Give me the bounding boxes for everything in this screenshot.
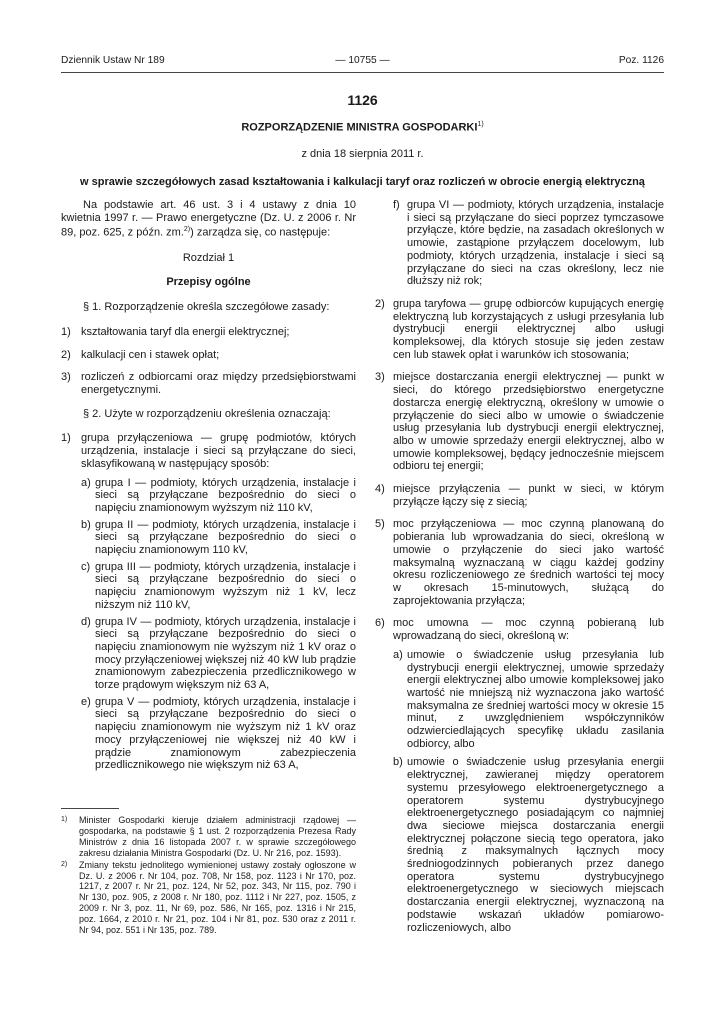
footnote-ref-1: 1)	[477, 121, 484, 128]
group-item	[81, 519, 356, 557]
group-list-continued	[393, 199, 664, 288]
chapter-title: Przepisy ogólne	[166, 276, 251, 289]
definition-text: moc umowna — moc czynną pobieraną lub wprowadzaną do sieci, określoną w:	[393, 617, 664, 643]
position-number: Poz. 1126	[618, 55, 664, 66]
definition-item	[375, 483, 664, 508]
footnote-ref-2: 2)	[183, 226, 191, 234]
subitem	[393, 649, 664, 751]
definition-item	[61, 432, 356, 470]
footnote-text: Minister Gospodarki kieruje działem administracji rządowej — gospodarka, na podstawie § 1 ust. 2 rozporządzenia Prezesa Rady Ministrów z dnia 16 listopada 2007 r. w sprawie szczegółowego zakresu działania Ministra Gospodarki (Dz. U. Nr 216, poz. 1593).	[79, 815, 356, 858]
group-label: f)	[393, 199, 400, 211]
definition-label: 5)	[375, 518, 385, 531]
group-list	[81, 477, 356, 772]
definition-text: grupa taryfowa — grupę odbiorców kupujących energię elektryczną lub korzystających z usługi przesyłania lub dystrybucji energii elektrycznej albo usługi kompleksowej, dla których stosuje się jeden zestaw cen lub stawek opłat i warunków ich stosowania;	[393, 297, 664, 361]
act-title-text: ROZPORZĄDZENIE MINISTRA GOSPODARKI	[241, 121, 478, 134]
group-text: grupa II — podmioty, których urządzenia, instalacje i sieci są przyłączane bezpośrednio do sieci o napięciu znamionowym 110 kV,	[95, 518, 356, 557]
definition-item	[375, 617, 664, 642]
group-item	[81, 696, 356, 772]
act-title	[0, 121, 725, 134]
subitem-label: a)	[393, 648, 403, 661]
act-subject: w sprawie szczegółowych zasad kształtowania i kalkulacji taryf oraz rozliczeń w obrocie energią elektryczną	[80, 176, 645, 188]
list-item-text: rozliczeń z odbiorcami oraz między przedsiębiorstwami energetycznymi.	[81, 371, 356, 396]
preamble	[61, 199, 356, 240]
subitem-text: umowie o świadczenie usług przesyłania lub dystrybucji energii elektrycznej, umowie sprzedaży energii elektrycznej albo umowie kompleksowej jako wartość nie mniejszą niż wyznaczona jako wartość maksymalna ze średniej wartości mocy w okresie 15 minut, z uwzględnieniem współczynników odzwierciedlających specyfikę układu zasilania odbiorcy, albo	[407, 648, 664, 750]
paragraph-2: § 2. Użyte w rozporządzeniu określenia oznaczają:	[83, 407, 331, 420]
subitem-label: b)	[393, 756, 403, 769]
group-label: c)	[81, 560, 91, 573]
definition-label: 3)	[375, 371, 385, 384]
footnote-text: Zmiany tekstu jednolitego wymienionej ustawy zostały ogłoszone w Dz. U. z 2006 r. Nr 104, poz. 708, Nr 158, poz. 1123 i Nr 170, poz. 1217, z 2007 r. Nr 21, poz. 124, Nr 52, poz. 343, Nr 115, poz. 790 i Nr 130, poz. 905, z 2008 r. Nr 180, poz. 1112 i Nr 227, poz. 1505, z 2009 r. Nr 3, poz. 11, Nr 69, poz. 586, Nr 165, poz. 1316 i Nr 215, poz. 1664, z 2010 r. Nr 21, poz. 104 i Nr 81, poz. 530 oraz z 2011 r. Nr 94, poz. 551 i Nr 135, poz. 789.	[79, 859, 356, 936]
definition-label: 1)	[61, 432, 71, 445]
footnote	[61, 815, 356, 859]
footnote-divider	[61, 808, 119, 809]
header-divider	[61, 72, 664, 73]
group-label: d)	[81, 615, 91, 628]
preamble-part-a: Na podstawie art. 46 ust. 3 i 4 ustawy z dnia 10 kwietnia 1997 r. — Prawo energetyczne (Dz. U. z 2006 r. Nr 89, poz. 625, z późn. zm.	[61, 199, 356, 240]
subitem	[393, 756, 664, 934]
definition-item	[375, 518, 664, 607]
footnote-marker: 1)	[61, 816, 68, 823]
group-item	[81, 477, 356, 515]
act-number: 1126	[347, 92, 378, 108]
journal-name: Dziennik Ustaw Nr 189	[61, 55, 165, 66]
group-text: grupa V — podmioty, których urządzenia, instalacje i sieci są przyłączane bezpośrednio do sieci o napięciu znamionowym nie wyższym niż 1 kV oraz mocy przyłączeniowej nie większej niż 40 kW i prądzie znamionowym zabezpieczenia przedlicznikowego nie większym niż 63 A,	[95, 695, 356, 772]
chapter-label: Rozdział 1	[182, 251, 235, 264]
right-column	[375, 199, 664, 934]
group-label: a)	[81, 476, 91, 489]
group-label: e)	[81, 695, 91, 708]
list-item-label: 1)	[61, 325, 71, 338]
list-item	[61, 349, 356, 362]
list-item-text: kalkulacji cen i stawek opłat;	[81, 348, 220, 361]
group-item	[81, 616, 356, 692]
definition-text: miejsce przyłączenia — punkt w sieci, w którym przyłącze łączy się z siecią;	[393, 483, 664, 508]
definition-label: 6)	[375, 617, 385, 630]
definition-text: moc przyłączeniowa — moc czynną planowaną do pobierania lub wprowadzania do sieci, określoną w umowie o przyłączenie do sieci jako wartość maksymalną wyznaczaną w ciągu każdej godziny okresu rozliczeniowego ze średnich wartości tej mocy w okresach 15-minutowych, służącą do zaprojektowania przyłącza;	[393, 518, 664, 607]
definition-text: miejsce dostarczania energii elektrycznej — punkt w sieci, do którego przedsiębiorstwo energetyczne dostarcza energię elektryczną, określony w umowie o przyłączenie do sieci albo w umowie o świadczenie usług przesyłania lub dystrybucji energii elektrycznej, albo w umowie sprzedaży energii elektrycznej, albo w umowie kompleksowej, będący jednocześnie miejscem odbioru tej energii;	[393, 371, 664, 473]
footnote	[61, 860, 356, 936]
group-text: grupa IV — podmioty, których urządzenia, instalacje i sieci są przyłączane bezpośrednio do sieci o napięciu znamionowym nie wyższym niż 1 kV oraz o mocy przyłączeniowej większej niż 40 kW lub prądzie znamionowym zabezpieczenia przedlicznikowego w torze prądowym większym niż 63 A,	[95, 615, 356, 692]
list-item-text: kształtowania taryf dla energii elektrycznej;	[81, 325, 290, 338]
subitem-text: umowie o świadczenie usług przesyłania energii elektrycznej, zawieranej między operatorem systemu przesyłowego elektroenergetycznego a operatorem systemu dystrybucyjnego elektroenergetycznego posiadającym co najmniej dwa sieciowe miejsca dostarczania energii elektrycznej połączone siecią tego operatora, jako średnią z maksymalnych łącznych mocy średniogodzinnych pobieranych przez danego operatora systemu dystrybucyjnego elektroenergetycznego w sieciowych miejscach dostarczania energii elektrycznej, wyznaczoną na podstawie wskazań układów pomiarowo-rozliczeniowych, albo	[407, 756, 664, 934]
footnote-marker: 2)	[61, 860, 68, 868]
subitem-list	[393, 649, 664, 934]
list-item	[61, 371, 356, 396]
group-text: grupa I — podmioty, których urządzenia, instalacje i sieci są przyłączane bezpośrednio do sieci o napięciu znamionowym wyższym niż 110 kV,	[95, 476, 356, 514]
footnotes	[61, 815, 356, 937]
group-item	[393, 199, 664, 288]
definition-label: 2)	[375, 297, 385, 310]
definition-item	[375, 298, 664, 362]
definition-label: 4)	[375, 483, 385, 496]
paragraph-1: § 1. Rozporządzenie określa szczegółowe zasady:	[83, 301, 330, 314]
group-label: b)	[81, 518, 91, 531]
group-text: grupa VI — podmioty, których urządzenia, instalacje i sieci są przyłączane do sieci poprzez tymczasowe przyłącze, które będzie, na zasadach określonych w umowie, zastąpione przyłączem docelowym, lub podmioty, których urządzenia, instalacje i sieci są przyłączane do sieci na czas określony, lecz nie dłuższy niż rok;	[407, 199, 664, 288]
definition-item	[375, 371, 664, 473]
group-text: grupa III — podmioty, których urządzenia, instalacje i sieci są przyłączane bezpośrednio do sieci o napięciu znamionowym wyższym niż 1 kV, lecz niższym niż 110 kV,	[95, 560, 356, 611]
page-number: — 10755 —	[335, 55, 390, 66]
running-header	[61, 54, 664, 68]
list-item-label: 2)	[61, 348, 71, 361]
list-item-label: 3)	[61, 371, 71, 384]
preamble-part-b: ) zarządza się, co następuje:	[190, 227, 331, 240]
group-item	[81, 561, 356, 612]
act-date: z dnia 18 sierpnia 2011 r.	[301, 148, 424, 160]
left-column	[61, 199, 356, 772]
definition-text: grupa przyłączeniowa — grupę podmiotów, których urządzenia, instalacje i sieci są przyłączane do sieci, sklasyfikowaną w następujący sposób:	[81, 432, 356, 470]
list-item	[61, 326, 356, 339]
